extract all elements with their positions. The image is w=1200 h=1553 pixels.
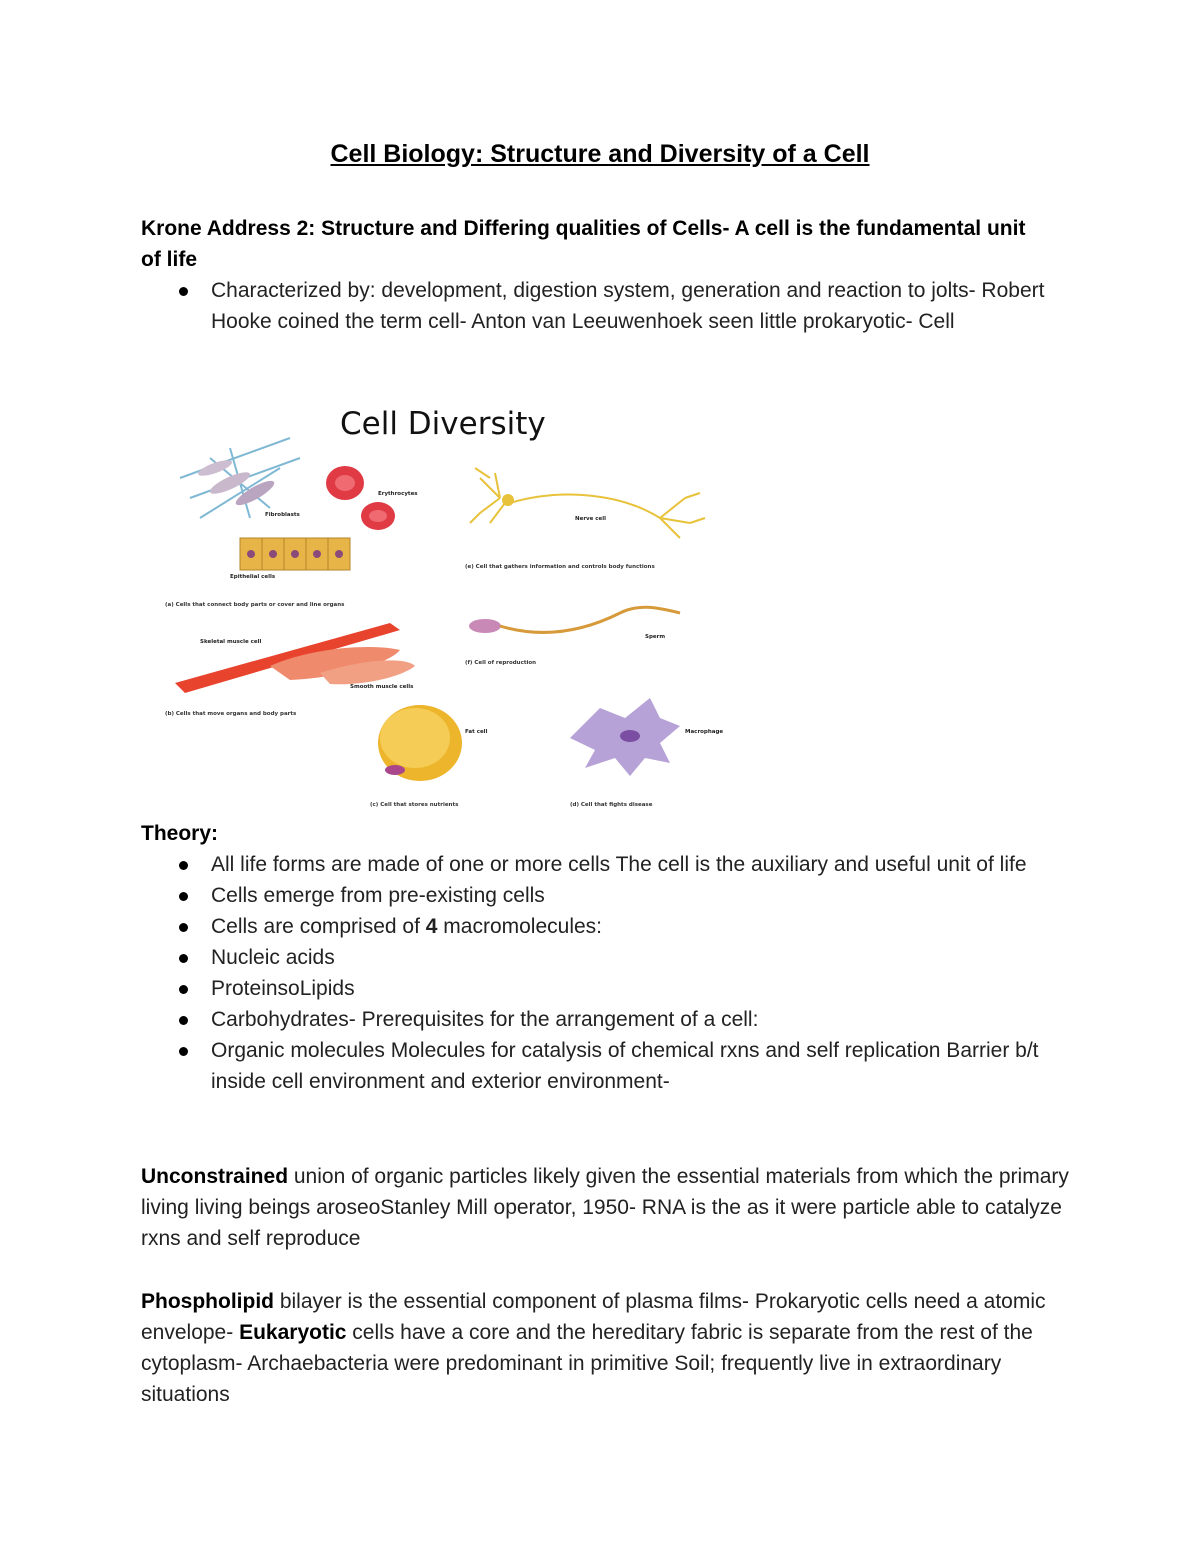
- list-item: ProteinsoLipids: [141, 973, 1061, 1004]
- section-heading: Krone Address 2: Structure and Differing qualities of Cells- A cell is the fundamental unit of life: [141, 217, 1026, 271]
- list-item: Nucleic acids: [141, 942, 1061, 973]
- cell-diversity-figure: [160, 398, 760, 818]
- muscle-illustration: [175, 623, 415, 693]
- paragraph-unconstrained: [141, 1161, 1081, 1254]
- fibroblasts-illustration: [180, 438, 300, 518]
- section-bullet-list: [141, 275, 1061, 337]
- erythrocytes-label: Erythrocytes: [378, 491, 418, 497]
- paragraph-text: bilayer is the essential component of plasma films- Prokaryotic cells need a atomic envelope-: [141, 1290, 1046, 1344]
- list-item: Carbohydrates- Prerequisites for the arrangement of a cell:: [141, 1004, 1061, 1035]
- macromolecule-count: 4: [425, 915, 438, 938]
- list-item-text: Cells are comprised of: [211, 915, 426, 938]
- caption-f: (f) Cell of reproduction: [465, 660, 537, 666]
- fibroblasts-label: Fibroblasts: [265, 512, 300, 518]
- caption-b: (b) Cells that move organs and body parts: [165, 711, 297, 717]
- caption-d: (d) Cell that fights disease: [570, 802, 653, 808]
- list-item: Cells emerge from pre-existing cells: [141, 880, 1061, 911]
- skeletal-label: Skeletal muscle cell: [200, 639, 262, 645]
- sperm-label: Sperm: [645, 634, 666, 640]
- paragraph-text: union of organic particles likely given the essential materials from which the primary living living beings aroseoStanley Mill operator, 1950- RNA is the as it were particle able to catalyze rxns and self reproduce: [141, 1165, 1069, 1250]
- list-item: Organic molecules Molecules for catalysis of chemical rxns and self replication Barrier b/t inside cell environment and exterior environment-: [141, 1035, 1061, 1097]
- epithelial-label: Epithelial cells: [230, 574, 276, 580]
- macrophage-label: Macrophage: [685, 729, 724, 735]
- epithelial-illustration: [240, 538, 350, 570]
- caption-e: (e) Cell that gathers information and controls body functions: [465, 564, 655, 570]
- caption-c: (c) Cell that stores nutrients: [370, 802, 459, 808]
- nerve-cell-label: Nerve cell: [575, 516, 607, 522]
- document-title: Cell Biology: Structure and Diversity of a Cell: [330, 140, 870, 168]
- figure-title: Cell Diversity: [340, 406, 546, 442]
- theory-heading: Theory:: [141, 822, 219, 845]
- smooth-label: Smooth muscle cells: [350, 684, 414, 690]
- list-item: [141, 911, 1061, 942]
- bold-term: Phospholipid: [141, 1290, 274, 1313]
- sperm-illustration: [469, 607, 680, 633]
- theory-list: [141, 849, 1061, 1097]
- erythrocytes-illustration: [326, 466, 418, 530]
- fat-cell-illustration: [378, 705, 462, 781]
- list-item: All life forms are made of one or more cells The cell is the auxiliary and useful unit of life: [141, 849, 1061, 880]
- paragraph-text: cells have a core and the hereditary fabric is separate from the rest of the cytoplasm- Archaebacteria were predominant in primitive Soil; frequently live in extraordinary situations: [141, 1321, 1033, 1406]
- fat-cell-label: Fat cell: [465, 729, 488, 735]
- bold-term: Unconstrained: [141, 1165, 289, 1188]
- list-item-text: macromolecules:: [437, 915, 602, 938]
- list-item: Characterized by: development, digestion system, generation and reaction to jolts- Robert Hooke coined the term cell- Anton van Leeuwenhoek seen little prokaryotic- Cell: [141, 275, 1061, 337]
- paragraph-phospholipid: [141, 1286, 1081, 1410]
- macrophage-illustration: [570, 698, 680, 776]
- bold-term: Eukaryotic: [239, 1321, 347, 1344]
- cell-diversity-illustration: [160, 398, 760, 818]
- caption-a: (a) Cells that connect body parts or cover and line organs: [165, 602, 345, 608]
